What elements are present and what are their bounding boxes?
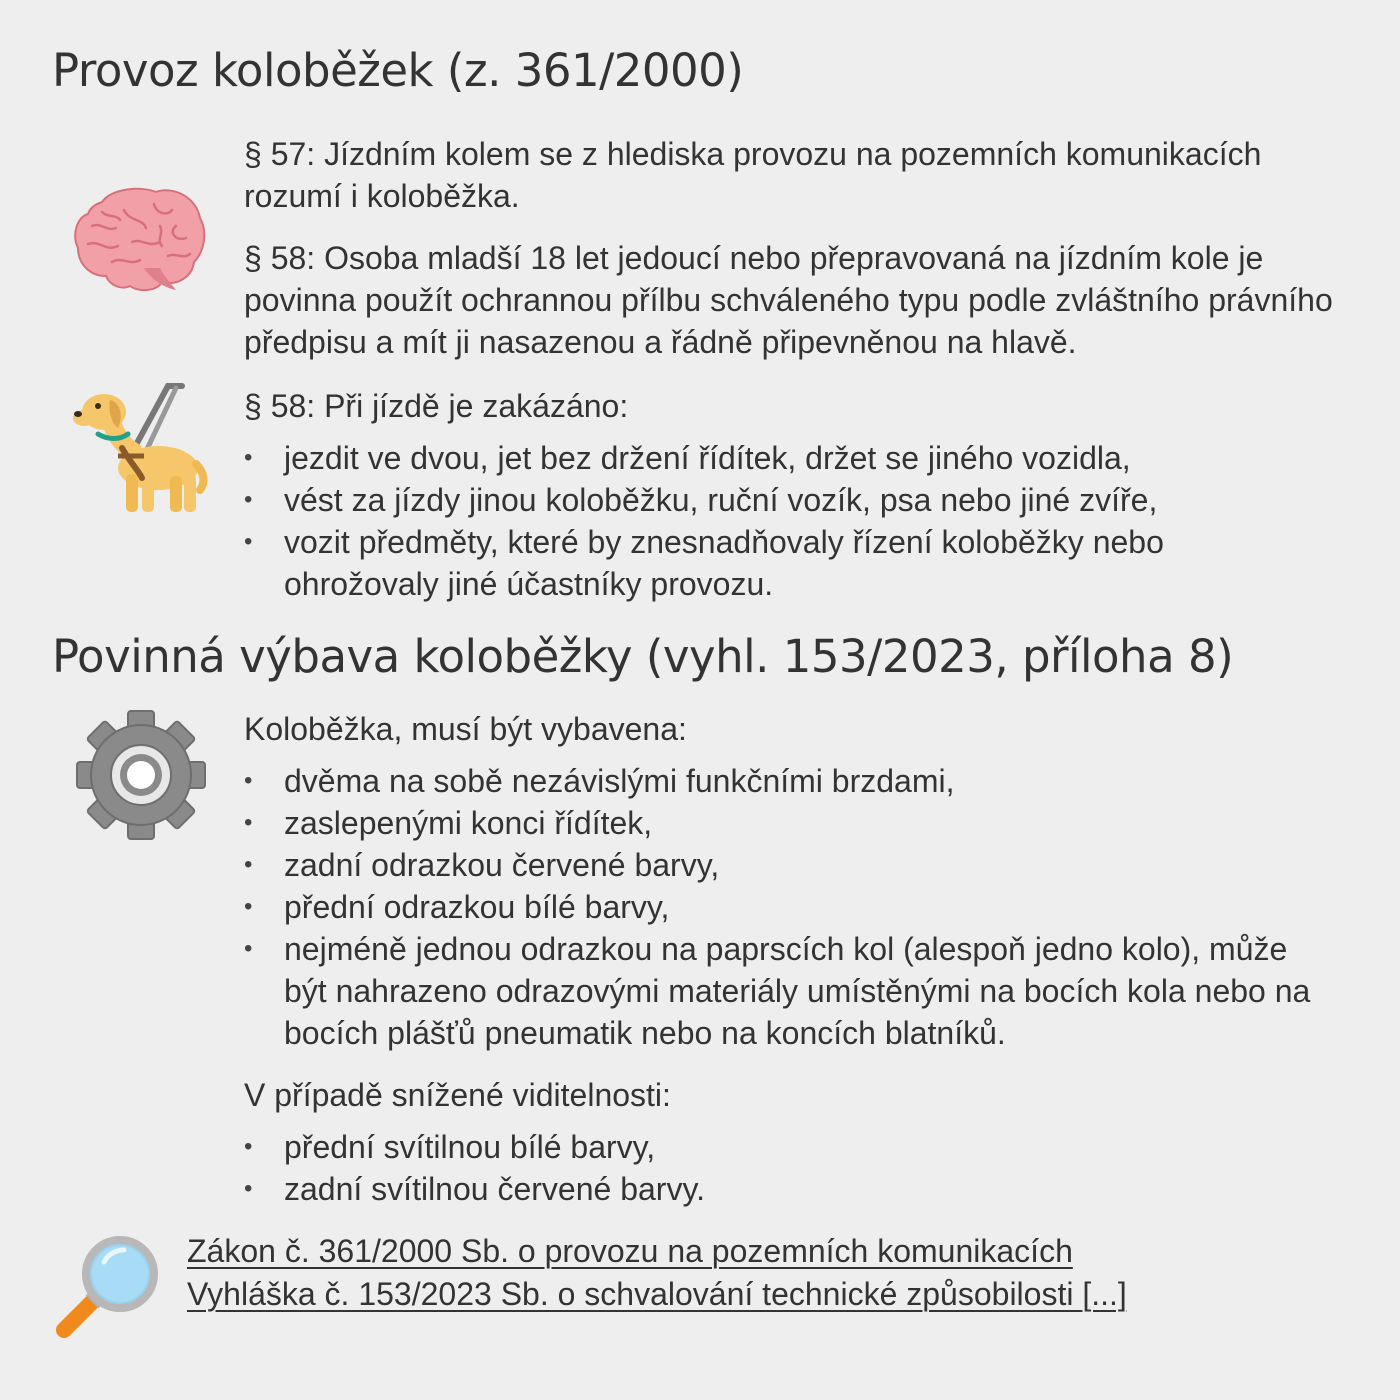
- link-decree-153-2023[interactable]: Vyhláška č. 153/2023 Sb. o schvalování technické způsobilosti [...]: [187, 1276, 1127, 1312]
- bullet: •: [244, 486, 253, 513]
- section1-text-b: [244, 385, 1354, 605]
- gear-icon: [74, 708, 208, 842]
- list-item: • dvěma na sobě nezávislými funkčními brzdami,: [244, 760, 1354, 802]
- visibility-intro: V případě snížené viditelnosti:: [244, 1077, 671, 1113]
- bullet: •: [244, 444, 253, 471]
- section-title-equipment: Povinná výbava koloběžky (vyhl. 153/2023, příloha 8): [52, 630, 1234, 683]
- list-item: • jezdit ve dvou, jet bez držení řídítek, držet se jiného vozidla,: [244, 437, 1354, 479]
- list-item: • zadní odrazkou červené barvy,: [244, 844, 1354, 886]
- equipment-list: [244, 760, 1354, 1054]
- bullet: •: [244, 893, 253, 920]
- equipment-intro: Koloběžka, musí být vybavena:: [244, 711, 687, 747]
- link-law-361-2000[interactable]: Zákon č. 361/2000 Sb. o provozu na pozemních komunikacích: [187, 1233, 1073, 1269]
- list-item: • zaslepenými konci řídítek,: [244, 802, 1354, 844]
- guide-dog-icon: [72, 382, 210, 518]
- section2-text: [244, 708, 1354, 1210]
- bullet: •: [244, 851, 253, 878]
- section1-text-a: [244, 133, 1354, 363]
- bullet: •: [244, 809, 253, 836]
- forbidden-list: [244, 437, 1354, 605]
- list-item: • vést za jízdy jinou koloběžku, ruční vozík, psa nebo jiné zvíře,: [244, 479, 1354, 521]
- magnifying-glass-icon: [54, 1236, 164, 1340]
- paragraph-57: § 57: Jízdním kolem se z hlediska provozu na pozemních komunikacích rozumí i koloběžka.: [244, 136, 1262, 214]
- list-item: • zadní svítilnou červené barvy.: [244, 1168, 1354, 1210]
- list-item: • vozit předměty, které by znesnadňovaly řízení koloběžky nebo ohrožovaly jiné účastníky provozu.: [244, 521, 1354, 605]
- bullet: •: [244, 528, 253, 555]
- bullet: •: [244, 935, 253, 962]
- bullet: •: [244, 1175, 253, 1202]
- list-item: • přední svítilnou bílé barvy,: [244, 1126, 1354, 1168]
- brain-icon: [72, 182, 208, 294]
- list-item: • přední odrazkou bílé barvy,: [244, 886, 1354, 928]
- references: [187, 1230, 1127, 1316]
- visibility-list: [244, 1126, 1354, 1210]
- paragraph-58-forbidden-intro: § 58: Při jízdě je zakázáno:: [244, 388, 629, 424]
- bullet: •: [244, 1133, 253, 1160]
- section-title-operation: Provoz koloběžek (z. 361/2000): [52, 44, 744, 97]
- list-item: • nejméně jednou odrazkou na paprscích kol (alespoň jedno kolo), může být nahrazeno odrazovými materiály umístěnými na bocích kola nebo na bocích plášťů pneumatik nebo na koncích blatníků.: [244, 928, 1354, 1054]
- paragraph-58-helmet: § 58: Osoba mladší 18 let jedoucí nebo přepravovaná na jízdním kole je povinna použít ochrannou přílbu schváleného typu podle zvláštního právního předpisu a mít ji nasazenou a řádně připevněnou na hlavě.: [244, 240, 1333, 360]
- bullet: •: [244, 767, 253, 794]
